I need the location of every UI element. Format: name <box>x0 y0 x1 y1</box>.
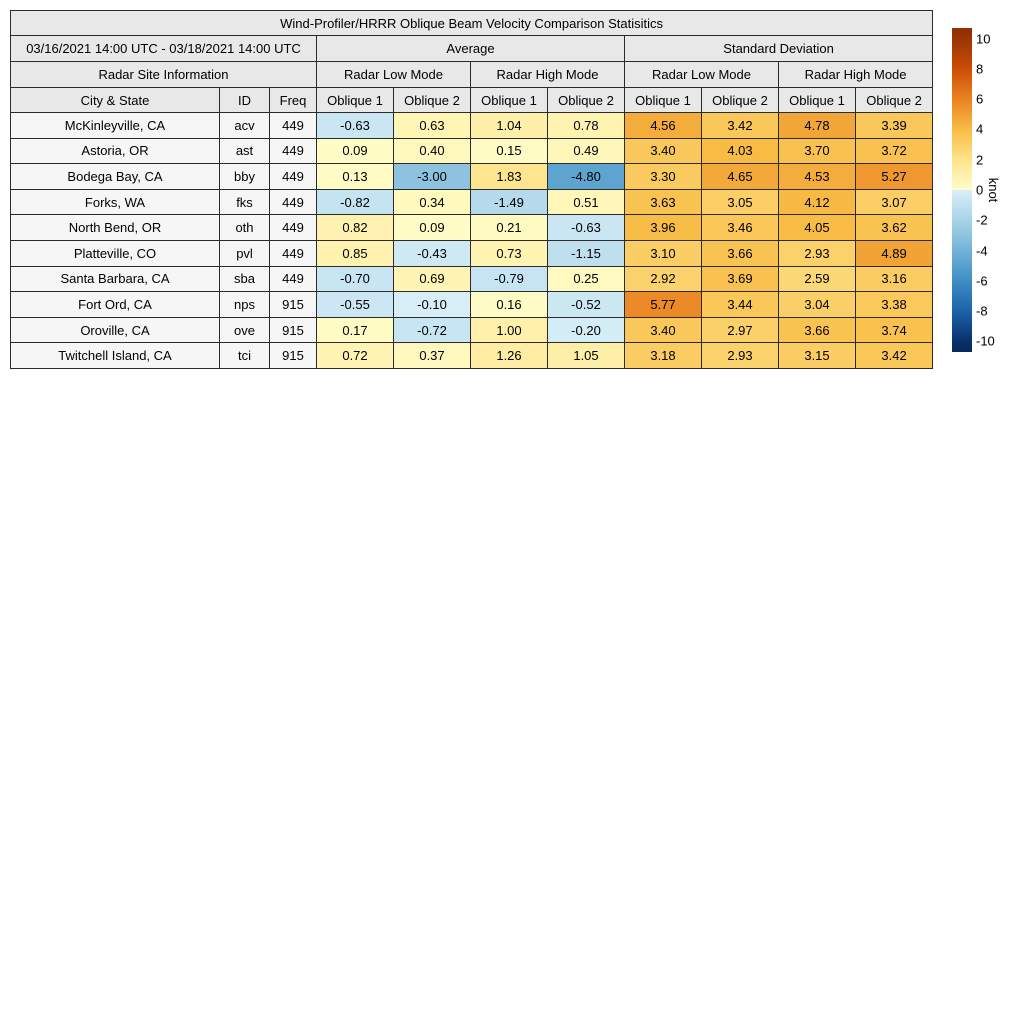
id-cell: ove <box>220 317 270 343</box>
freq-cell: 449 <box>270 240 317 266</box>
value-cell: 4.05 <box>779 215 856 241</box>
column-header-oblique2: Oblique 2 <box>702 88 779 113</box>
table-row <box>11 189 933 215</box>
colorbar-tick-label: 0 <box>976 182 984 198</box>
group-header-row <box>11 36 933 62</box>
id-cell: acv <box>220 113 270 139</box>
value-cell: 3.66 <box>779 317 856 343</box>
column-header-row <box>11 88 933 113</box>
freq-cell: 449 <box>270 266 317 292</box>
value-cell: 3.38 <box>856 292 933 318</box>
id-cell: tci <box>220 343 270 369</box>
freq-cell: 449 <box>270 215 317 241</box>
value-cell: 0.82 <box>317 215 394 241</box>
value-cell: 2.59 <box>779 266 856 292</box>
colorbar-tick-label: -2 <box>976 212 988 228</box>
value-cell: -0.55 <box>317 292 394 318</box>
colorbar-gradient <box>952 28 972 352</box>
column-header-oblique1: Oblique 1 <box>317 88 394 113</box>
city-cell: Fort Ord, CA <box>11 292 220 318</box>
value-cell: 3.74 <box>856 317 933 343</box>
value-cell: 1.26 <box>471 343 548 369</box>
value-cell: -0.20 <box>548 317 625 343</box>
mode-header-row <box>11 62 933 88</box>
value-cell: 4.65 <box>702 164 779 190</box>
value-cell: 5.27 <box>856 164 933 190</box>
column-header-oblique1: Oblique 1 <box>779 88 856 113</box>
group-header-standard-deviation: Standard Deviation <box>625 36 933 62</box>
table-row <box>11 215 933 241</box>
colorbar-tick-label: -8 <box>976 303 988 319</box>
value-cell: 2.93 <box>779 240 856 266</box>
id-cell: nps <box>220 292 270 318</box>
value-cell: 3.18 <box>625 343 702 369</box>
city-cell: Forks, WA <box>11 189 220 215</box>
city-cell: Astoria, OR <box>11 138 220 164</box>
value-cell: 0.69 <box>394 266 471 292</box>
value-cell: 0.73 <box>471 240 548 266</box>
id-cell: oth <box>220 215 270 241</box>
mode-header-sd-high: Radar High Mode <box>779 62 933 88</box>
value-cell: 1.83 <box>471 164 548 190</box>
city-cell: North Bend, OR <box>11 215 220 241</box>
value-cell: -4.80 <box>548 164 625 190</box>
value-cell: 3.07 <box>856 189 933 215</box>
city-cell: McKinleyville, CA <box>11 113 220 139</box>
freq-cell: 915 <box>270 343 317 369</box>
id-cell: fks <box>220 189 270 215</box>
value-cell: -0.79 <box>471 266 548 292</box>
value-cell: 3.70 <box>779 138 856 164</box>
value-cell: 3.40 <box>625 317 702 343</box>
column-header-oblique1: Oblique 1 <box>471 88 548 113</box>
value-cell: 3.39 <box>856 113 933 139</box>
column-header-freq: Freq <box>270 88 317 113</box>
colorbar-tick-label: 2 <box>976 152 984 168</box>
freq-cell: 449 <box>270 164 317 190</box>
mode-header-avg-low: Radar Low Mode <box>317 62 471 88</box>
statistics-table <box>10 10 933 369</box>
value-cell: 0.72 <box>317 343 394 369</box>
value-cell: -0.63 <box>548 215 625 241</box>
title-row <box>11 11 933 36</box>
value-cell: 4.78 <box>779 113 856 139</box>
colorbar-tick-label: -4 <box>976 243 988 259</box>
value-cell: -3.00 <box>394 164 471 190</box>
city-cell: Twitchell Island, CA <box>11 343 220 369</box>
city-cell: Santa Barbara, CA <box>11 266 220 292</box>
value-cell: 3.40 <box>625 138 702 164</box>
column-header-oblique1: Oblique 1 <box>625 88 702 113</box>
table-row <box>11 343 933 369</box>
table-header-section <box>11 11 933 113</box>
value-cell: 1.05 <box>548 343 625 369</box>
value-cell: 0.78 <box>548 113 625 139</box>
freq-cell: 449 <box>270 138 317 164</box>
value-cell: 4.89 <box>856 240 933 266</box>
value-cell: 0.21 <box>471 215 548 241</box>
value-cell: 3.62 <box>856 215 933 241</box>
value-cell: 0.40 <box>394 138 471 164</box>
column-header-id: ID <box>220 88 270 113</box>
column-header-oblique2: Oblique 2 <box>394 88 471 113</box>
table-row <box>11 164 933 190</box>
value-cell: 0.17 <box>317 317 394 343</box>
freq-cell: 449 <box>270 189 317 215</box>
colorbar-tick-label: -6 <box>976 273 988 289</box>
group-header-average: Average <box>317 36 625 62</box>
value-cell: 3.10 <box>625 240 702 266</box>
mode-header-avg-high: Radar High Mode <box>471 62 625 88</box>
value-cell: 0.16 <box>471 292 548 318</box>
value-cell: 2.97 <box>702 317 779 343</box>
value-cell: 0.15 <box>471 138 548 164</box>
value-cell: 5.77 <box>625 292 702 318</box>
value-cell: 3.72 <box>856 138 933 164</box>
value-cell: -0.52 <box>548 292 625 318</box>
freq-cell: 915 <box>270 292 317 318</box>
value-cell: -1.49 <box>471 189 548 215</box>
value-cell: 3.05 <box>702 189 779 215</box>
id-cell: ast <box>220 138 270 164</box>
table-row <box>11 113 933 139</box>
value-cell: -0.82 <box>317 189 394 215</box>
value-cell: 4.03 <box>702 138 779 164</box>
city-cell: Bodega Bay, CA <box>11 164 220 190</box>
value-cell: 0.51 <box>548 189 625 215</box>
table-row <box>11 317 933 343</box>
value-cell: 0.85 <box>317 240 394 266</box>
colorbar-tick-label: -10 <box>976 333 995 349</box>
period-cell: 03/16/2021 14:00 UTC - 03/18/2021 14:00 UTC <box>11 36 317 62</box>
value-cell: 3.46 <box>702 215 779 241</box>
value-cell: 3.04 <box>779 292 856 318</box>
value-cell: 2.93 <box>702 343 779 369</box>
value-cell: 3.42 <box>856 343 933 369</box>
mode-header-sd-low: Radar Low Mode <box>625 62 779 88</box>
value-cell: 0.63 <box>394 113 471 139</box>
value-cell: -0.43 <box>394 240 471 266</box>
id-cell: bby <box>220 164 270 190</box>
table-data-section <box>11 113 933 369</box>
value-cell: -1.15 <box>548 240 625 266</box>
value-cell: 4.56 <box>625 113 702 139</box>
value-cell: 3.63 <box>625 189 702 215</box>
value-cell: 0.09 <box>317 138 394 164</box>
value-cell: 0.49 <box>548 138 625 164</box>
id-cell: sba <box>220 266 270 292</box>
value-cell: 3.16 <box>856 266 933 292</box>
column-header-oblique2: Oblique 2 <box>548 88 625 113</box>
colorbar-tick-label: 4 <box>976 121 984 137</box>
value-cell: -0.63 <box>317 113 394 139</box>
site-info-header: Radar Site Information <box>11 62 317 88</box>
value-cell: 3.15 <box>779 343 856 369</box>
freq-cell: 915 <box>270 317 317 343</box>
value-cell: -0.10 <box>394 292 471 318</box>
value-cell: 0.25 <box>548 266 625 292</box>
table-row <box>11 292 933 318</box>
value-cell: 0.13 <box>317 164 394 190</box>
value-cell: 3.30 <box>625 164 702 190</box>
column-header-oblique2: Oblique 2 <box>856 88 933 113</box>
table-row <box>11 138 933 164</box>
table-row <box>11 266 933 292</box>
value-cell: 3.69 <box>702 266 779 292</box>
table-title: Wind-Profiler/HRRR Oblique Beam Velocity Comparison Statisitics <box>11 11 933 36</box>
value-cell: 0.37 <box>394 343 471 369</box>
colorbar-tick-label: 8 <box>976 61 984 77</box>
value-cell: 1.00 <box>471 317 548 343</box>
value-cell: 0.09 <box>394 215 471 241</box>
colorbar-unit-label: knot <box>986 177 1001 203</box>
value-cell: 0.34 <box>394 189 471 215</box>
colorbar-tick-label: 10 <box>976 31 991 47</box>
value-cell: -0.70 <box>317 266 394 292</box>
value-cell: 2.92 <box>625 266 702 292</box>
value-cell: -0.72 <box>394 317 471 343</box>
table-row <box>11 240 933 266</box>
column-header-city-state: City & State <box>11 88 220 113</box>
city-cell: Platteville, CO <box>11 240 220 266</box>
value-cell: 4.53 <box>779 164 856 190</box>
colorbar-tick-label: 6 <box>976 91 984 107</box>
value-cell: 3.96 <box>625 215 702 241</box>
freq-cell: 449 <box>270 113 317 139</box>
value-cell: 4.12 <box>779 189 856 215</box>
value-cell: 3.42 <box>702 113 779 139</box>
value-cell: 3.44 <box>702 292 779 318</box>
city-cell: Oroville, CA <box>11 317 220 343</box>
id-cell: pvl <box>220 240 270 266</box>
value-cell: 3.66 <box>702 240 779 266</box>
value-cell: 1.04 <box>471 113 548 139</box>
